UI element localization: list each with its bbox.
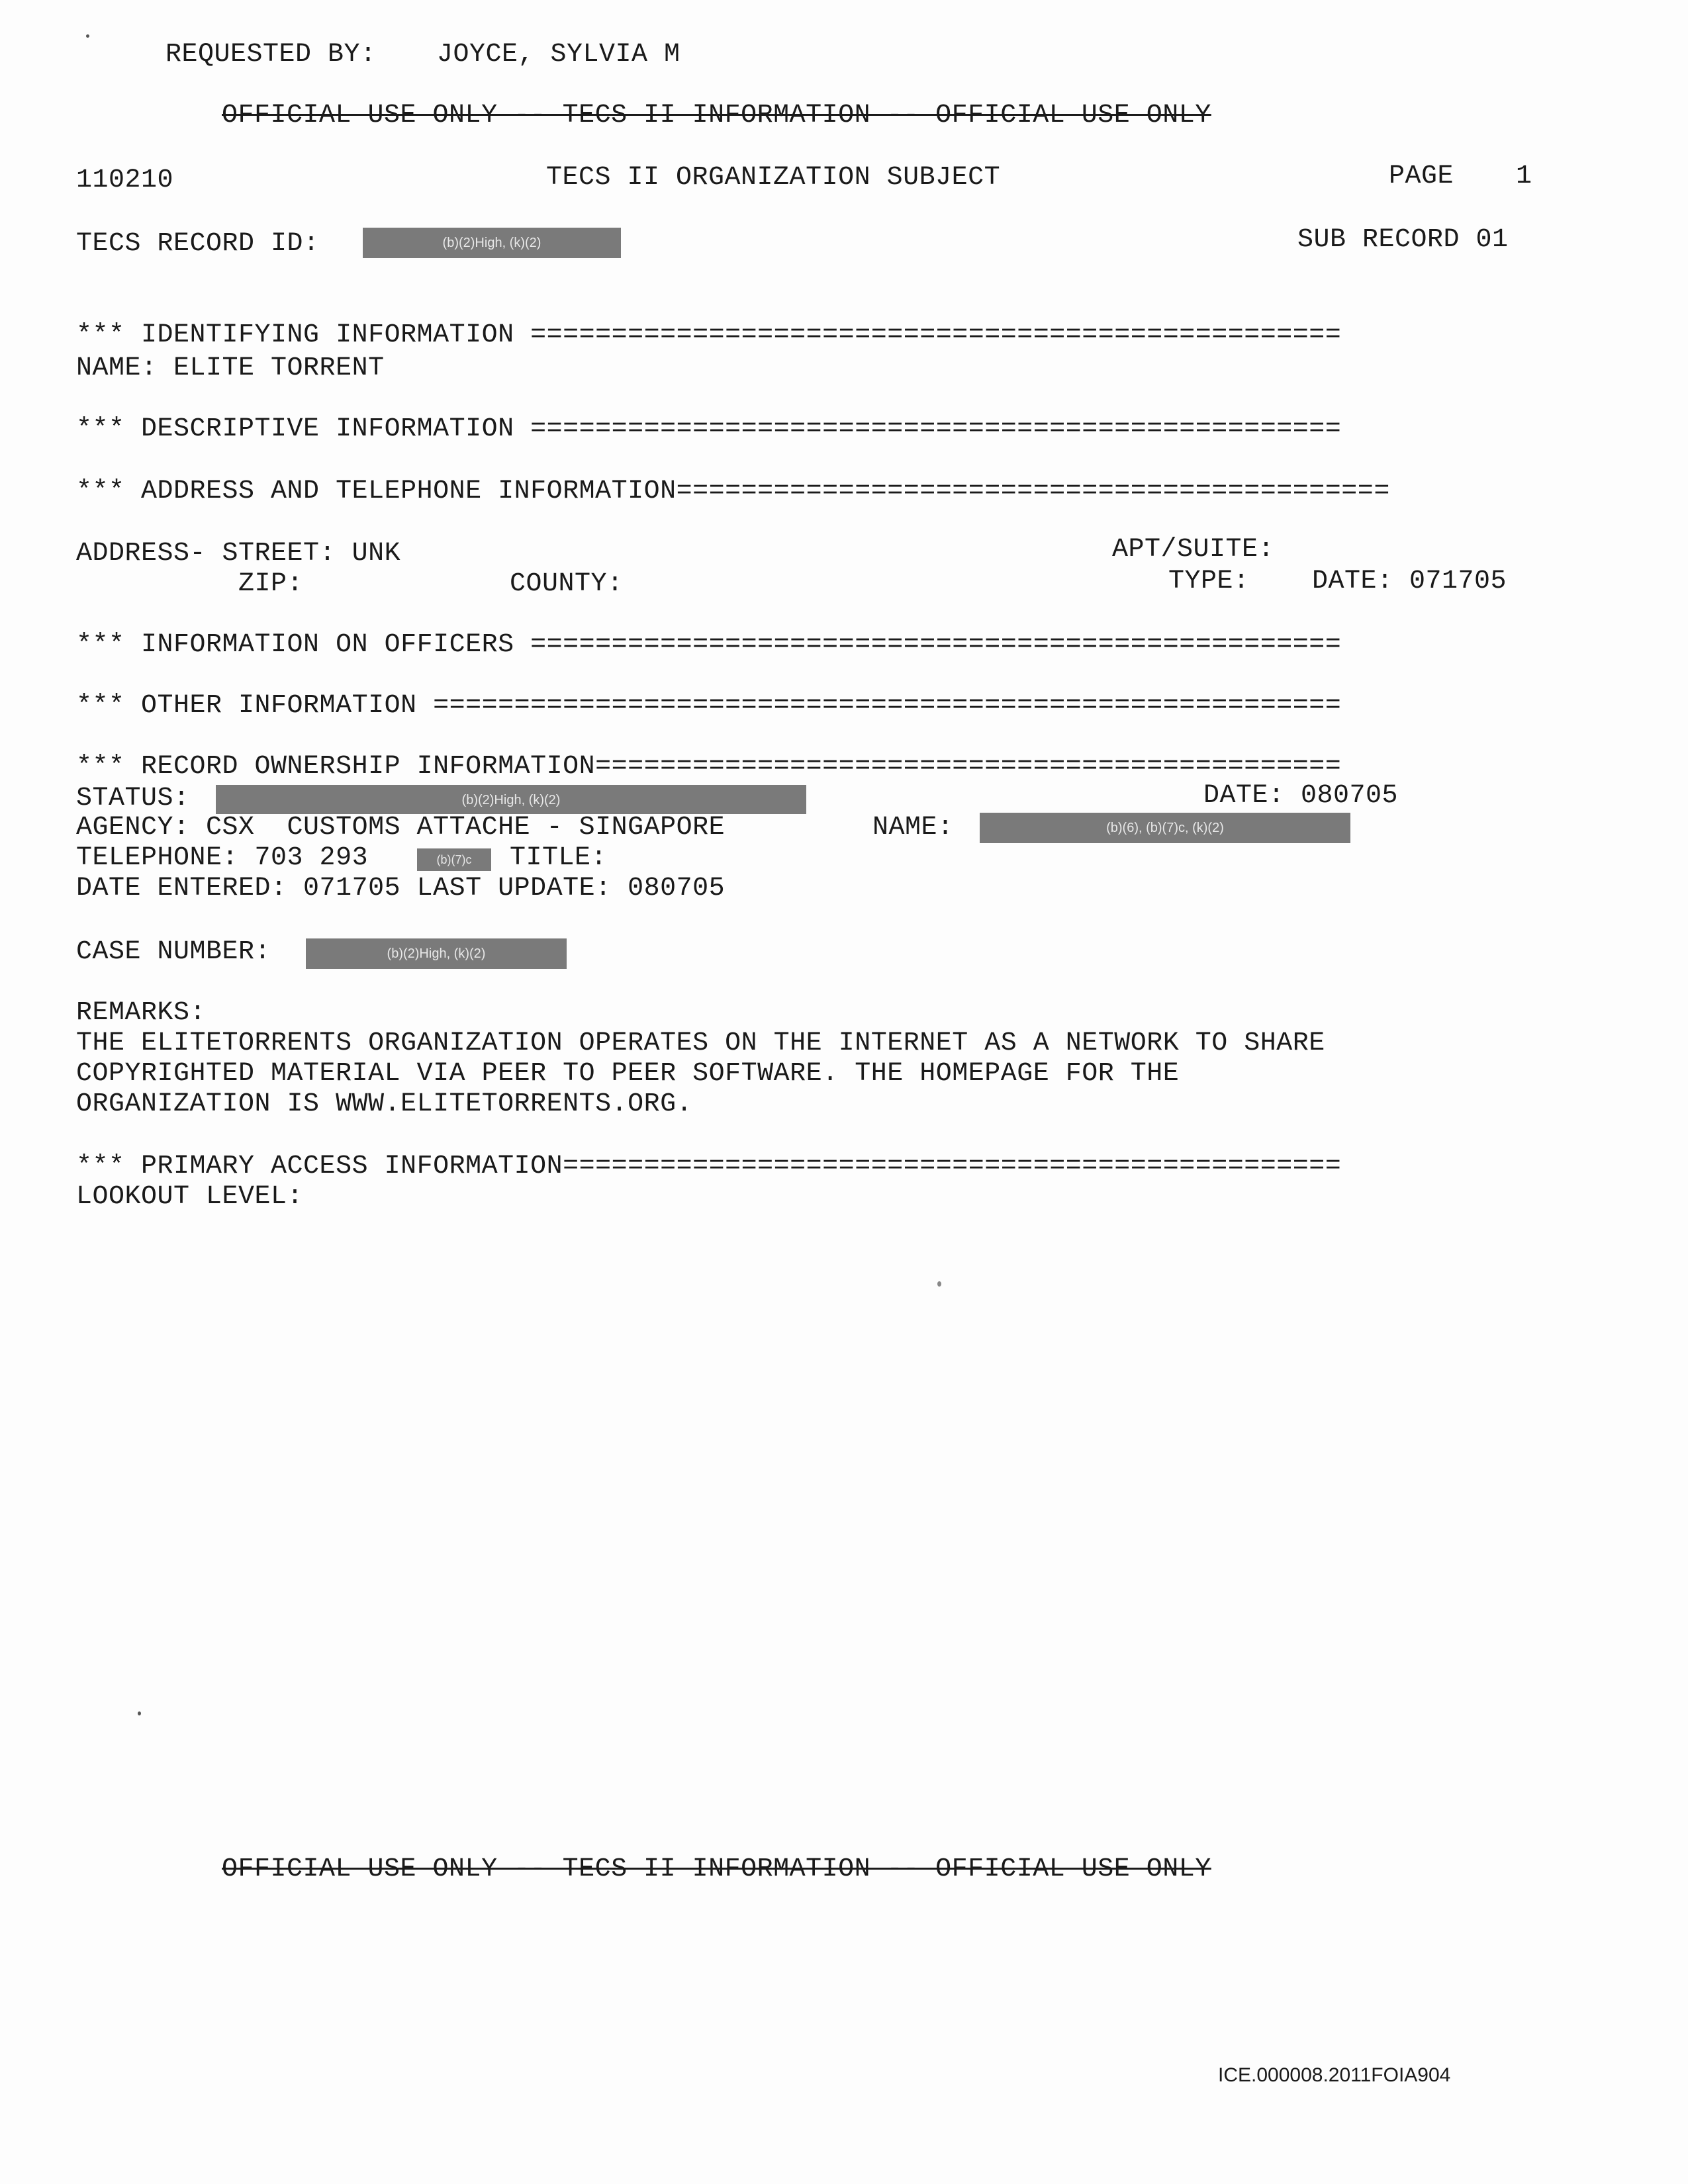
top-banner: OFFICIAL USE ONLY -- TECS II INFORMATION -- OFFICIAL USE ONLY (222, 101, 1211, 130)
requested-by-label: REQUESTED BY: (165, 40, 377, 69)
officers-section-header: *** INFORMATION ON OFFICERS ================================================== (76, 630, 1342, 660)
record-id-label: TECS RECORD ID: (76, 229, 320, 259)
page-title: TECS II ORGANIZATION SUBJECT (546, 163, 1001, 193)
subject-name: NAME: ELITE TORRENT (76, 353, 385, 383)
address-section-header: *** ADDRESS AND TELEPHONE INFORMATION============================================ (76, 477, 1390, 506)
address-county: COUNTY: (510, 569, 624, 599)
bottom-banner: OFFICIAL USE ONLY -- TECS II INFORMATION -- OFFICIAL USE ONLY (222, 1854, 1211, 1884)
sub-record: SUB RECORD 01 (1297, 225, 1509, 255)
address-zip: ZIP: (238, 569, 304, 599)
status-redaction: (b)(2)High, (k)(2) (216, 785, 806, 814)
owner-name-label: NAME: (872, 813, 954, 842)
scan-speck (937, 1281, 941, 1287)
descriptive-section-header: *** DESCRIPTIVE INFORMATION ================================================== (76, 414, 1342, 444)
lookout-level: LOOKOUT LEVEL: (76, 1182, 304, 1212)
agency: AGENCY: CSX CUSTOMS ATTACHE - SINGAPORE (76, 813, 726, 842)
address-date: DATE: 071705 (1312, 567, 1507, 596)
bates-number: ICE.000008.2011FOIA904 (1218, 2064, 1451, 2086)
scan-speck (138, 1711, 141, 1715)
scan-speck (86, 34, 89, 38)
case-number-label: CASE NUMBER: (76, 937, 271, 967)
telephone: TELEPHONE: 703 293 (76, 843, 369, 873)
identifying-section-header: *** IDENTIFYING INFORMATION ================================================== (76, 320, 1342, 350)
doc-code: 110210 (76, 165, 174, 195)
page-label: PAGE (1389, 161, 1454, 191)
record-id-redaction: (b)(2)High, (k)(2) (363, 228, 621, 258)
ownership-section-header: *** RECORD OWNERSHIP INFORMATION============================================== (76, 752, 1342, 782)
apt-suite: APT/SUITE: (1112, 535, 1275, 565)
ownership-date: DATE: 080705 (1203, 781, 1399, 811)
address-type: TYPE: (1168, 567, 1250, 596)
remarks-label: REMARKS: (76, 998, 207, 1028)
other-section-header: *** OTHER INFORMATION ======================================================== (76, 691, 1342, 721)
remarks-line-2: COPYRIGHTED MATERIAL VIA PEER TO PEER SOFTWARE. THE HOMEPAGE FOR THE (76, 1059, 1180, 1089)
telephone-redaction: (b)(7)c (417, 848, 491, 871)
remarks-line-1: THE ELITETORRENTS ORGANIZATION OPERATES ON THE INTERNET AS A NETWORK TO SHARE (76, 1028, 1325, 1058)
title-label: TITLE: (510, 843, 608, 873)
requested-by-name: JOYCE, SYLVIA M (437, 40, 680, 69)
case-number-redaction: (b)(2)High, (k)(2) (306, 938, 567, 969)
remarks-line-3: ORGANIZATION IS WWW.ELITETORRENTS.ORG. (76, 1089, 693, 1119)
primary-access-section-header: *** PRIMARY ACCESS INFORMATION================================================ (76, 1152, 1342, 1181)
status-label: STATUS: (76, 784, 190, 813)
owner-name-redaction: (b)(6), (b)(7)c, (k)(2) (980, 813, 1350, 843)
page-number: 1 (1516, 161, 1532, 191)
date-entered-last-update: DATE ENTERED: 071705 LAST UPDATE: 080705 (76, 874, 726, 903)
address-street: ADDRESS- STREET: UNK (76, 539, 401, 569)
